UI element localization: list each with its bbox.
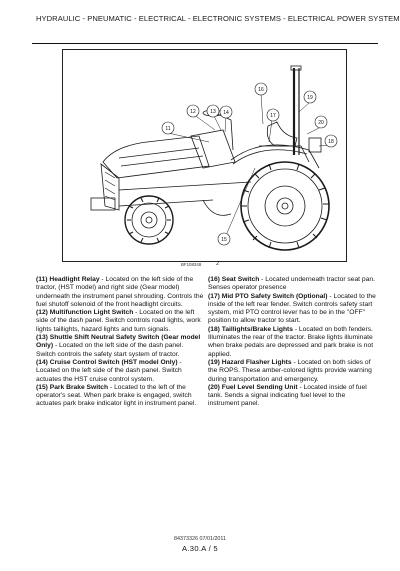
callout-label: 17 [270,112,276,119]
component-text: - Located on the left side of the dash panel. Switch actuates the HST cruise control system. [36,358,182,383]
callout-label: 15 [221,236,227,243]
component-description [36,334,204,359]
callout-label: 20 [318,119,324,126]
component-title: (14) Cruise Control Switch (HST model Only) [36,358,178,366]
component-title: (17) Mid PTO Safety Switch (Optional) [208,292,328,300]
component-title: (19) Hazard Flasher Lights [208,358,292,366]
component-text: - Located inside of fuel tank. Sends a signal indicating fuel level to the instrument panel. [208,383,367,408]
component-title: (20) Fuel Level Sending Unit [208,383,298,391]
component-description [36,309,204,334]
document-code: 84373326 07/01/2011 [173,536,227,542]
component-description [208,293,376,326]
component-description [208,326,376,359]
component-text: - Located on the left side of the dash panel. Switch controls the safety start system of tractor. [36,342,184,358]
page-number: A.30.A / 5 [182,544,218,553]
callout-label: 14 [223,109,229,116]
callout-label: 12 [190,108,196,115]
component-description [36,384,204,409]
tractor-drawing [63,50,346,261]
component-title: (18) Taillights/Brake Lights [208,325,293,333]
component-text: - Located on the left side of the tractor, (HST model) and right side (Gear model) underneath the instrument panel shrouding. Controls the fuel shutoff solenoid of the front headlight circuits. [36,276,204,308]
component-description [36,276,204,309]
callout-label: 18 [328,138,334,145]
callout-label: 19 [307,94,313,101]
component-title: (13) Shuttle Shift Neutral Safety Switch (Gear model Only) [36,334,201,350]
component-description [36,359,204,384]
header-rule [32,43,378,44]
left-description-column [36,276,204,409]
component-title: (16) Seat Switch [208,276,260,283]
component-text: - Located to the left of the operator's seat. When park brake is engaged, switch actuates park brake indicator light in instrument panel. [36,383,197,408]
component-text: - Located underneath tractor seat pan. Senses operator presence [208,276,375,292]
tractor-illustration [62,49,347,262]
callout-label: 16 [258,86,264,93]
component-text: - Located to the inside of the left rear fender. Switch controls safety start system, mid PTO control lever has to be in the "OFF" position to allow tractor to start. [208,292,376,325]
component-description [208,359,376,384]
component-title: (15) Park Brake Switch [36,383,109,391]
callout-label: 11 [165,125,171,132]
figure-image-id: BF108348 [181,262,202,267]
component-text: - Located on both sides of the ROPS. These amber-colored lights provide warning during transportation and emergency. [208,358,372,383]
right-description-column [208,276,376,409]
component-text: - Located on both fenders. Illuminates the rear of the tractor. Brake lights illuminate when brake pedals are depressed and park brake is not applied. [208,325,374,358]
component-description [208,384,376,409]
section-header: HYDRAULIC - PNEUMATIC - ELECTRICAL - ELECTRONIC SYSTEMS - ELECTRICAL POWER SYSTEM [36,14,400,23]
component-title: (11) Headlight Relay [36,276,100,283]
figure-number: 2 [216,261,220,267]
component-text: - Located on the left side of the dash panel. Switch controls road lights, work lights taillights, hazard lights and turn signals. [36,309,201,333]
component-title: (12) Multifunction Light Switch [36,309,134,317]
component-description [208,276,376,293]
callout-label: 13 [210,108,216,115]
